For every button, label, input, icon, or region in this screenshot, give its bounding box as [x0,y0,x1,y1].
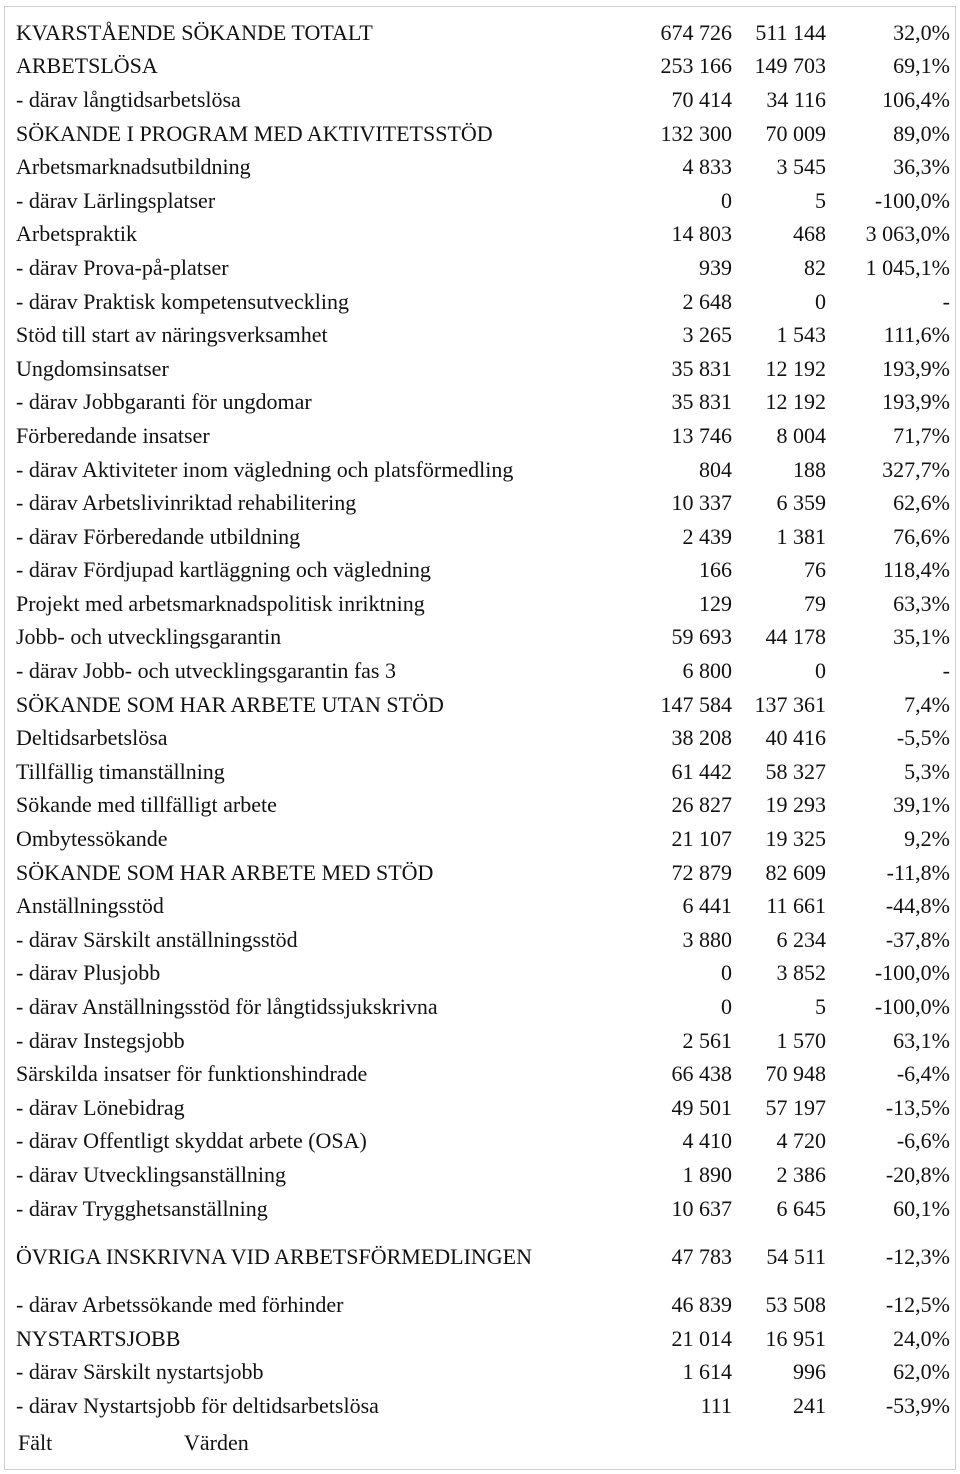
row-value-1: 939 [699,254,732,280]
row-label: SÖKANDE SOM HAR ARBETE UTAN STÖD [16,691,444,717]
row-change-percent: 35,1% [893,624,950,650]
row-value-2: 1 543 [776,322,826,348]
table-row [16,352,950,386]
row-value-2: 19 325 [765,826,826,852]
table-row [16,1091,950,1125]
row-value-2: 4 720 [776,1128,826,1154]
row-value-2: 53 508 [765,1292,826,1318]
row-change-percent: 71,7% [893,422,950,448]
row-change-percent: -100,0% [874,994,950,1020]
row-value-1: 132 300 [660,120,732,146]
table-row [16,721,950,755]
row-value-2: 58 327 [765,758,826,784]
row-value-1: 2 648 [682,288,732,314]
row-label: SÖKANDE I PROGRAM MED AKTIVITETSSTÖD [16,120,493,146]
row-change-percent: 60,1% [893,1195,950,1221]
row-value-2: 11 661 [766,893,826,919]
row-change-percent: 63,1% [893,1027,950,1053]
row-value-2: 54 511 [766,1243,826,1269]
row-change-percent: 89,0% [893,120,950,146]
row-value-2: 16 951 [765,1325,826,1351]
row-value-2: 44 178 [765,624,826,650]
row-value-1: 804 [699,456,732,482]
row-change-percent: -6,6% [896,1128,950,1154]
row-value-1: 49 501 [671,1094,732,1120]
table-row [16,1389,950,1423]
row-label: SÖKANDE SOM HAR ARBETE MED STÖD [16,859,434,885]
row-value-1: 70 414 [671,86,732,112]
row-change-percent: 106,4% [882,86,950,112]
row-change-percent: -44,8% [885,893,950,919]
row-value-2: 0 [815,658,826,684]
table-row [16,554,950,588]
row-label: KVARSTÅENDE SÖKANDE TOTALT [16,19,373,45]
row-change-percent: - [942,658,950,684]
row-change-percent: -53,9% [885,1392,950,1418]
row-label: NYSTARTSJOBB [16,1325,181,1351]
table-row [16,688,950,722]
row-change-percent: -6,4% [896,1061,950,1087]
row-value-2: 3 545 [776,154,826,180]
row-value-2: 5 [815,187,826,213]
row-value-1: 253 166 [660,53,732,79]
row-value-2: 79 [804,590,826,616]
row-label: Ombytessökande [16,826,168,852]
row-label: - därav Jobbgaranti för ungdomar [16,389,312,415]
row-value-2: 8 004 [776,422,826,448]
row-change-percent: 69,1% [893,53,950,79]
table-row [16,419,950,453]
row-value-2: 34 116 [766,86,826,112]
row-change-percent: - [942,288,950,314]
row-label: - därav Arbetslivinriktad rehabilitering [16,490,357,516]
row-label: - därav långtidsarbetslösa [16,86,241,112]
row-change-percent: -12,5% [885,1292,950,1318]
field-label: Fält [18,1430,53,1455]
row-value-2: 2 386 [776,1161,826,1187]
row-value-2: 6 234 [776,926,826,952]
row-change-percent: -100,0% [874,960,950,986]
row-value-1: 21 014 [671,1325,732,1351]
row-change-percent: 193,9% [882,389,950,415]
row-value-1: 10 337 [671,490,732,516]
row-value-2: 0 [815,288,826,314]
row-value-1: 674 726 [660,19,732,45]
row-value-2: 82 [804,254,826,280]
row-change-percent: 5,3% [904,758,950,784]
table-row [16,218,950,252]
table-row [16,889,950,923]
row-value-1: 13 746 [671,422,732,448]
table-row [16,1125,950,1159]
row-label: - därav Prova-på-platser [16,254,229,280]
row-change-percent: 7,4% [904,691,950,717]
row-label: - därav Särskilt nystartsjobb [16,1359,264,1385]
row-value-1: 38 208 [671,725,732,751]
row-change-percent: 193,9% [882,355,950,381]
table-row [16,453,950,487]
row-change-percent: 32,0% [893,19,950,45]
row-value-2: 12 192 [765,389,826,415]
row-value-1: 3 265 [682,322,732,348]
table-row [16,1158,950,1192]
row-value-1: 21 107 [671,826,732,852]
row-change-percent: 76,6% [893,523,950,549]
row-label: - därav Arbetssökande med förhinder [16,1292,344,1318]
row-value-2: 511 144 [755,19,826,45]
row-value-1: 26 827 [671,792,732,818]
row-change-percent: 63,3% [893,590,950,616]
table-row [16,16,950,50]
table-row [16,386,950,420]
table-row [16,50,950,84]
row-value-1: 46 839 [671,1292,732,1318]
table-row [16,789,950,823]
table-row [16,150,950,184]
row-value-2: 82 609 [765,859,826,885]
row-label: Förberedande insatser [16,422,210,448]
row-change-percent: 111,6% [883,322,950,348]
row-label: - därav Offentligt skyddat arbete (OSA) [16,1128,367,1154]
row-label: - därav Förberedande utbildning [16,523,301,549]
row-value-2: 1 570 [776,1027,826,1053]
row-label: Ungdomsinsatser [16,355,169,381]
row-value-1: 4 833 [682,154,732,180]
row-value-1: 4 410 [682,1128,732,1154]
table-row [16,1356,950,1390]
row-value-2: 57 197 [765,1094,826,1120]
row-change-percent: 62,6% [893,490,950,516]
table-row [16,1288,950,1322]
row-label: - därav Fördjupad kartläggning och vägledning [16,557,431,583]
row-value-2: 6 645 [776,1195,826,1221]
row-label: - därav Praktisk kompetensutveckling [16,288,349,314]
row-value-1: 2 439 [682,523,732,549]
row-label: - därav Jobb- och utvecklingsgarantin fas 3 [16,658,396,684]
row-change-percent: -11,8% [886,859,950,885]
row-label: - därav Instegsjobb [16,1027,185,1053]
row-change-percent: -5,5% [896,725,950,751]
values-label: Värden [184,1430,249,1455]
row-value-1: 3 880 [682,926,732,952]
row-value-1: 1 614 [682,1359,732,1385]
footer-legend [18,1428,249,1458]
row-label: ÖVRIGA INSKRIVNA VID ARBETSFÖRMEDLINGEN [16,1244,533,1270]
row-value-1: 0 [721,994,732,1020]
row-value-2: 3 852 [776,960,826,986]
row-value-2: 70 948 [765,1061,826,1087]
row-label: - därav Särskilt anställningsstöd [16,926,298,952]
table-row [16,923,950,957]
row-value-1: 1 890 [682,1161,732,1187]
row-value-1: 129 [699,590,732,616]
table-row [16,1057,950,1091]
row-label: - därav Aktiviteter inom vägledning och platsförmedling [16,456,514,482]
row-value-2: 241 [793,1392,826,1418]
row-value-2: 12 192 [765,355,826,381]
row-label: - därav Utvecklingsanställning [16,1161,287,1187]
table-row [16,285,950,319]
row-value-1: 0 [721,187,732,213]
row-label: Arbetspraktik [16,221,137,247]
row-value-2: 76 [804,557,826,583]
row-change-percent: 39,1% [893,792,950,818]
row-label: Tillfällig timanställning [16,758,225,784]
row-value-1: 35 831 [671,355,732,381]
row-value-1: 6 441 [682,893,732,919]
row-label: Jobb- och utvecklingsgarantin [16,624,282,650]
table-row [16,83,950,117]
row-label: Stöd till start av näringsverksamhet [16,322,328,348]
row-change-percent: 62,0% [893,1359,950,1385]
row-value-1: 66 438 [671,1061,732,1087]
row-change-percent: 118,4% [882,557,950,583]
row-value-1: 59 693 [671,624,732,650]
row-value-2: 5 [815,994,826,1020]
row-value-2: 6 359 [776,490,826,516]
row-label: - därav Lönebidrag [16,1094,185,1120]
row-change-percent: 1 045,1% [865,254,950,280]
table-row [16,957,950,991]
table-row [16,856,950,890]
row-label: Anställningsstöd [16,893,164,919]
table-row [16,755,950,789]
row-value-1: 2 561 [682,1027,732,1053]
row-value-1: 6 800 [682,658,732,684]
row-change-percent: -13,5% [885,1094,950,1120]
table-row [16,520,950,554]
table-row [16,184,950,218]
row-label: - därav Anställningsstöd för långtidssjukskrivna [16,994,438,1020]
table-row [16,486,950,520]
row-label: - därav Nystartsjobb för deltidsarbetslösa [16,1392,379,1418]
table-row [16,318,950,352]
row-value-2: 40 416 [765,725,826,751]
row-label: Sökande med tillfälligt arbete [16,792,277,818]
table-row [16,117,950,151]
table-row [16,990,950,1024]
row-label: Särskilda insatser för funktionshindrade [16,1061,368,1087]
row-value-1: 47 783 [671,1243,732,1269]
row-change-percent: -37,8% [885,926,950,952]
row-change-percent: -12,3% [885,1243,950,1269]
row-label: - därav Plusjobb [16,960,161,986]
row-value-2: 1 381 [776,523,826,549]
statistics-table [16,16,950,1423]
row-label: Arbetsmarknadsutbildning [16,154,251,180]
table-row [16,654,950,688]
table-row [16,1192,950,1226]
row-value-2: 996 [793,1359,826,1385]
row-label: Projekt med arbetsmarknadspolitisk inriktning [16,590,425,616]
row-change-percent: 24,0% [893,1325,950,1351]
row-value-2: 70 009 [765,120,826,146]
row-label: ARBETSLÖSA [16,53,158,79]
row-value-1: 72 879 [671,859,732,885]
statistics-table-body [16,16,950,1423]
row-value-1: 35 831 [671,389,732,415]
table-row [16,621,950,655]
row-change-percent: 36,3% [893,154,950,180]
row-label: Deltidsarbetslösa [16,725,168,751]
row-change-percent: 3 063,0% [865,221,950,247]
row-value-2: 188 [793,456,826,482]
table-row [16,1225,950,1288]
table-row [16,251,950,285]
row-value-1: 111 [700,1392,732,1418]
row-label: - därav Lärlingsplatser [16,187,216,213]
row-value-1: 61 442 [671,758,732,784]
row-label: - därav Trygghetsanställning [16,1195,268,1221]
row-value-2: 19 293 [765,792,826,818]
row-change-percent: 9,2% [904,826,950,852]
row-value-2: 468 [793,221,826,247]
row-value-1: 14 803 [671,221,732,247]
table-row [16,1322,950,1356]
row-value-1: 0 [721,960,732,986]
table-row [16,822,950,856]
row-value-2: 149 703 [754,53,826,79]
table-row [16,1024,950,1058]
row-change-percent: -100,0% [874,187,950,213]
row-value-1: 10 637 [671,1195,732,1221]
row-value-1: 166 [699,557,732,583]
row-value-2: 137 361 [754,691,826,717]
table-row [16,587,950,621]
row-change-percent: 327,7% [882,456,950,482]
row-value-1: 147 584 [660,691,732,717]
row-change-percent: -20,8% [885,1161,950,1187]
